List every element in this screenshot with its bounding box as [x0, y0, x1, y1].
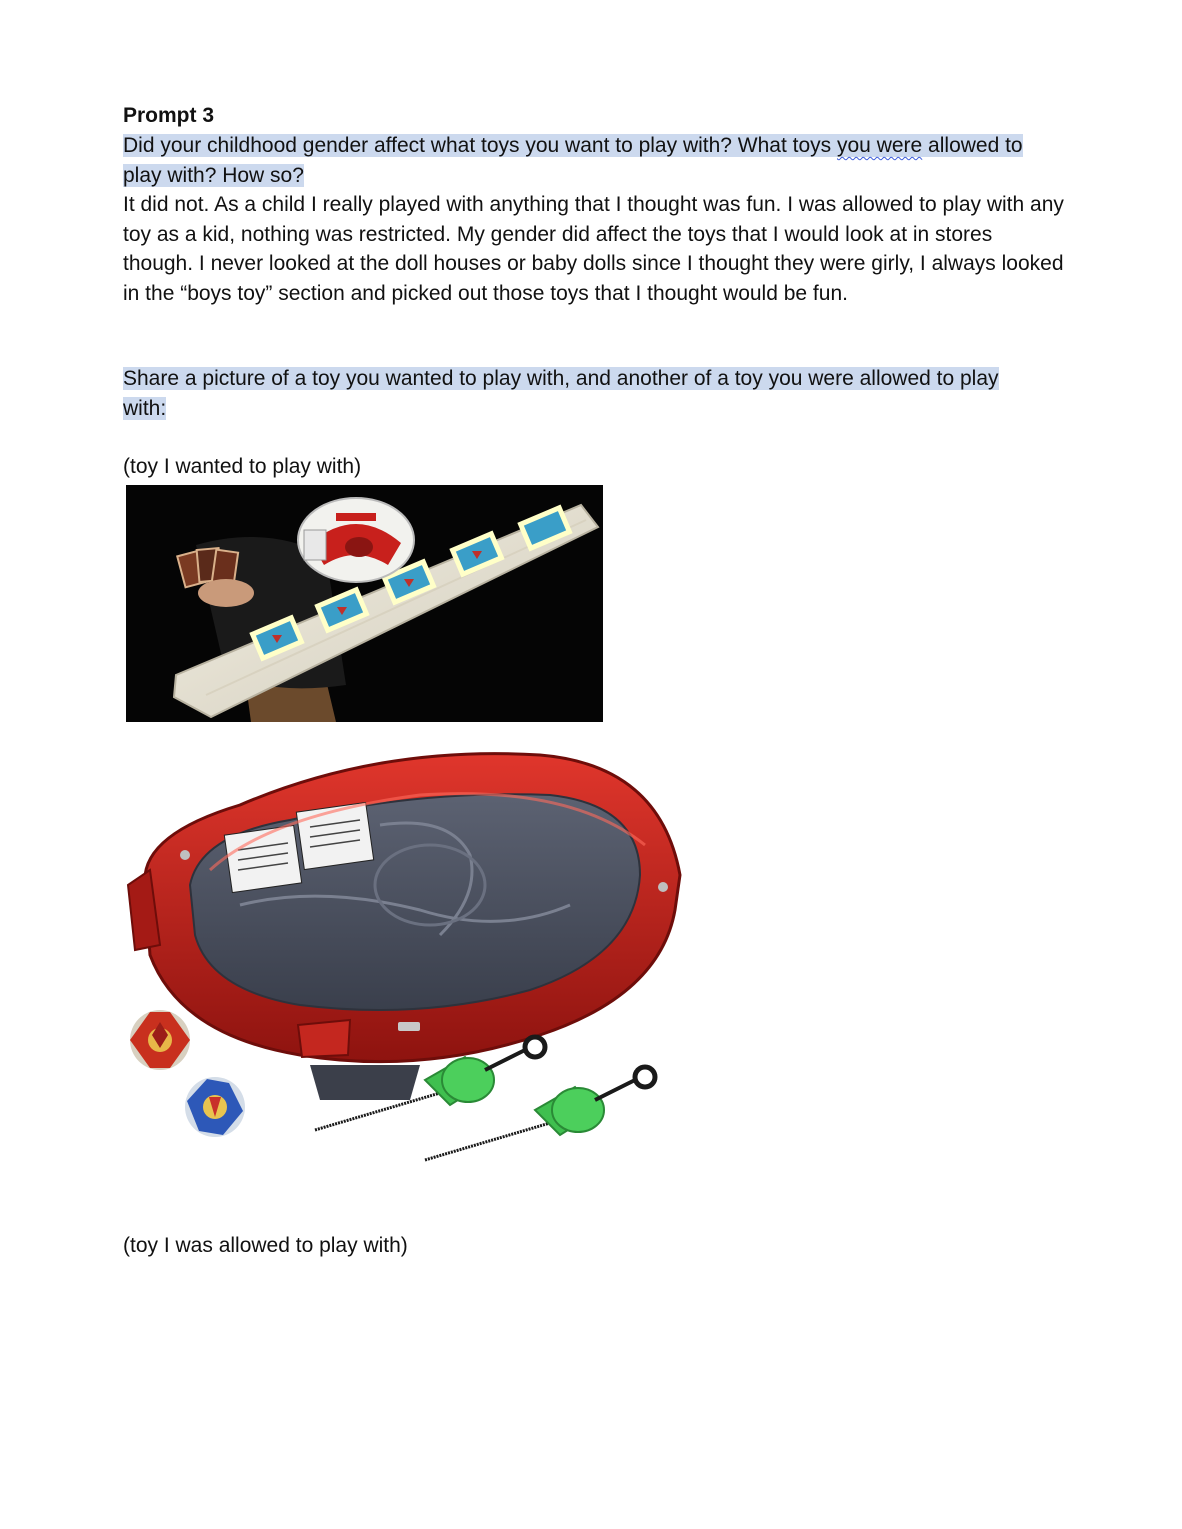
spellcheck-squiggle: you were	[837, 134, 923, 157]
question-part-1: Did your childhood gender affect what toys you want to play with? What toys	[123, 134, 837, 157]
answer-paragraph: It did not. As a child I really played with anything that I thought was fun. I was allowed to play with any toy as a kid, nothing was restricted. My gender did affect the toys that I would look at in stores though. I never looked at the doll houses or baby dolls since I thought they were girly, I always looked in the “boys toy” section and picked out those toys that I thought would be fun.	[123, 193, 1064, 305]
question-highlight	[123, 134, 1023, 187]
duel-disk-photo	[126, 485, 603, 722]
share-request-text: Share a picture of a toy you wanted to play with, and another of a toy you were allowed to play with:	[123, 367, 999, 420]
caption-wanted: (toy I wanted to play with)	[123, 455, 362, 478]
share-request	[123, 364, 1043, 423]
question-part-2: allowed to play with? How so?	[123, 134, 1023, 187]
caption-allowed: (toy I was allowed to play with)	[123, 1234, 408, 1257]
prompt-title: Prompt 3	[123, 104, 215, 127]
stadium-set-photo	[120, 735, 695, 1170]
prompt-question	[123, 131, 1023, 190]
